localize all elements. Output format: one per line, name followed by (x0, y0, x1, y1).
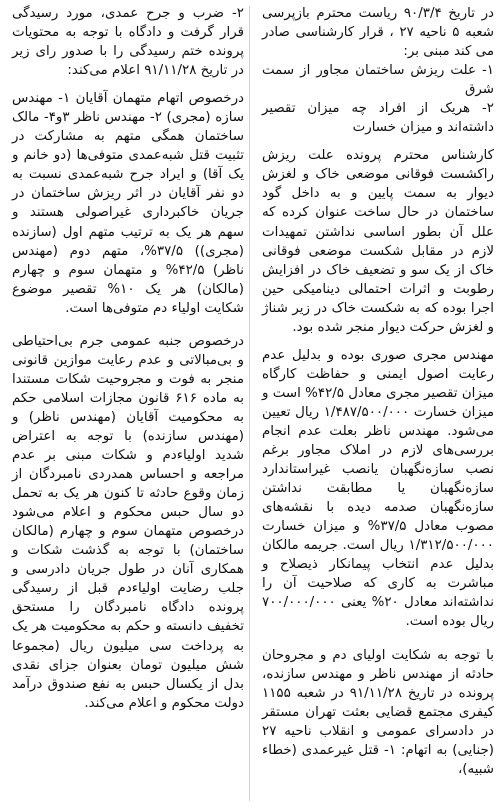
paragraph-hearing: ۲- ضرب و جرح عمدی، مورد رسیدگی قرار گرفت و دادگاه با توجه به محتویات پرونده ختم رسیدگی را با صدور رای زیر در تاریخ ۹۱/۱۱/۲۸ اعلام می‌کند: (12, 6, 244, 79)
paragraph-accused: درخصوص اتهام متهمان آقایان ۱- مهندس سازه (مجری) ۲- مهندس ناظر ۳و۴- مالک ساختمان همگی متهم به مشارکت در تثبیت قتل شبه‌عمدی متوفی‌ها (دو خانم و یک آقا) و ایراد جرح شبه‌عمدی نسبت به دو نفر آقایان در اثر ریزش ساختمان در جریان خاکبرداری غیراصولی هستند و سهم هر یک به ترتیب متهم اول (سازنده (مجری)) ۳۷/۵%، متهم دوم (مهندس ناظر) ۴۲/۵% و متهمان سوم و چهارم (مالکان) هر یک ۱۰% تقصیر موضوع شکایت اولیاء دم متوفی‌ها است. (12, 91, 245, 316)
column-divider (249, 6, 250, 801)
paragraph-question-2: ۲- هریک از افراد چه میزان تقصیر داشته‌اند و میزان خسارت (262, 101, 494, 136)
paragraph-complaint: با توجه به شکایت اولیای دم و مجروحان حادثه از مهندس ناظر و مهندس سازنده، پرونده در تاریخ ۹۱/۱۱/۲۸ در شعبه ۱۱۵۵ کیفری مجتمع قضایی بعثت تهران مستقر در دادسرای عمومی و انقلاب ناحیه ۲۷ (جنایی) به اتهام: ۱- قتل غیرعمدی (خطاء شبیه)، (262, 647, 494, 777)
paragraph-fault-shares: مهندس مجری صوری بوده و بدلیل عدم رعایت اصول ایمنی و حفاظت کارگاه میزان تقصیر مجری معادل ۴۲/۵% است و میزان خسارت ۱/۴۸۷/۵۰۰/۰۰۰ ریال تعیین می‌شود. مهندس ناظر بعلت عدم انجام بررسی‌های لازم در املاک مجاور برغم نصب سازه‌نگهبان یانصب غیراستاندارد سازه‌نگهبان یا مطابقت نداشتن سازه‌نگهبان صدمه دیده با نقشه‌های مصوب معادل ۳۷/۵% و میزان خسارت ۱/۳۱۲/۵۰۰/۰۰۰ ریال است. جریمه مالکان بدلیل عدم انتخاب پیمانکار ذیصلاح و مباشرت به کاری که صلاحیت آن را نداشته‌اند معادل ۲۰% یعنی ۷۰۰/۰۰۰/۰۰۰ ریال بوده است. (262, 347, 494, 630)
paragraph-expert-findings: کارشناس محترم پرونده علت ریزش راکشست فوقانی موضعی خاک و لغزش دیوار به سمت پایین و به داخل گود ساختمان در حال ساخت عنوان کرده که علل آن بطور اساسی نداشتن تمهیدات لازم در مقابل شکست موضعی فوقانی خاک از یک سو و تضعیف خاک در افزایش رطوبت و اثرات احتمالی دینامیکی حین اجرا بوده که به شکست خاک در زیر شناژ و لغزش حرکت دیوار منجر شده بود. (262, 148, 494, 335)
paragraph-question-1: ۱- علت ریزش ساختمان مجاور از سمت شرق (262, 63, 494, 98)
left-text-column (12, 4, 244, 713)
right-text-column (262, 4, 494, 779)
paragraph-expert-order: در تاریخ ۹۰/۳/۴ ریاست محترم بازپرسی شعبه ۵ ناحیه ۲۷ ، قرار کارشناسی صادر می کند مبنی بر: (262, 6, 494, 60)
paragraph-verdict: درخصوص جنبه عمومی جرم بی‌احتیاطی و بی‌مبالاتی و عدم رعایت موازین قانونی منجر به فوت و مجروحیت شکات مستندا به ماده ۶۱۶ قانون مجازات اسلامی حکم به محکومیت آقایان (مهندس ناظر) و (مهندس سازنده) با توجه به اعتراض شدید اولیاءدم و شکات مبنی بر عدم مراجعه و احساس همدردی نامبردگان از زمان وقوع حادثه تا کنون هر یک به تحمل دو سال حبس محکوم و اعلام می‌شود درخصوص متهمان سوم و چهارم (مالکان ساختمان) با توجه به گذشت شکات و همکاری آنان در طول جریان دادرسی و جلب رضایت اولیاءدم قبل از رسیدگی پرونده دادگاه نامبردگان را مستحق تخفیف دانسته و حکم به محکومیت هر یک به پرداخت سی میلیون ریال (مجموعا شش میلیون تومان بعنوان جزای نقدی بدل از یکسال حبس به نفع صندوق درآمد دولت محکوم و اعلام می‌کند. (12, 333, 244, 711)
